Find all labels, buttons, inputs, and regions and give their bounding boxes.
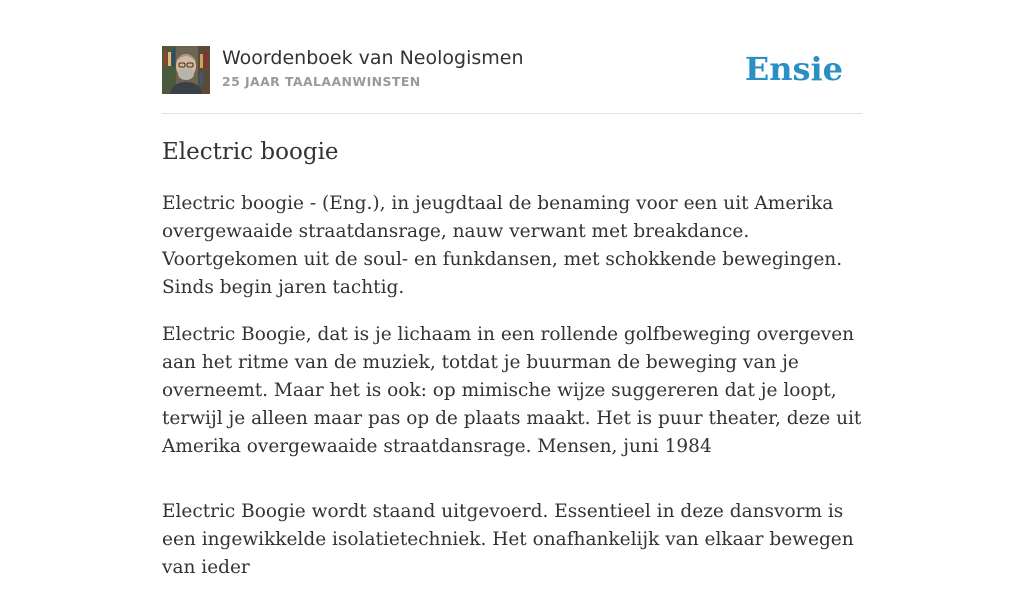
page-container: [162, 0, 862, 578]
author-portrait-icon: [162, 46, 210, 94]
entry-paragraph: Electric boogie - (Eng.), in jeugdtaal de benaming voor een uit Amerika overgewaaide straatdansrage, nauw verwant met breakdance. Voortgekomen uit de soul- en funkdansen, met schokkende bewegingen. Sinds begin jaren tachtig.: [162, 193, 843, 298]
entry-title: Electric boogie: [162, 139, 339, 165]
ensie-logo-link[interactable]: Ensie: [744, 50, 843, 88]
entry-paragraph: Electric Boogie wordt staand uitgevoerd. Essentieel in deze dansvorm is een ingewikkelde isolatietechniek. Het onafhankelijk van elkaar bewegen van ieder: [162, 501, 854, 578]
avatar[interactable]: [162, 46, 210, 94]
source-tagline: 25 JAAR TAALAANWINSTEN: [222, 74, 421, 89]
entry-paragraph: Electric Boogie, dat is je lichaam in een rollende golfbeweging overgeven aan het ritme van de muziek, totdat je buurman de beweging van je overneemt. Maar het is ook: op mimische wijze suggereren dat je loopt, terwijl je alleen maar pas op de plaats maakt. Het is puur theater, deze uit Amerika overgewaaide straatdansrage. Mensen, juni 1984: [162, 324, 862, 457]
entry-body: [162, 190, 862, 601]
header: [162, 0, 862, 114]
source-name[interactable]: Woordenboek van Neologismen: [222, 47, 524, 69]
